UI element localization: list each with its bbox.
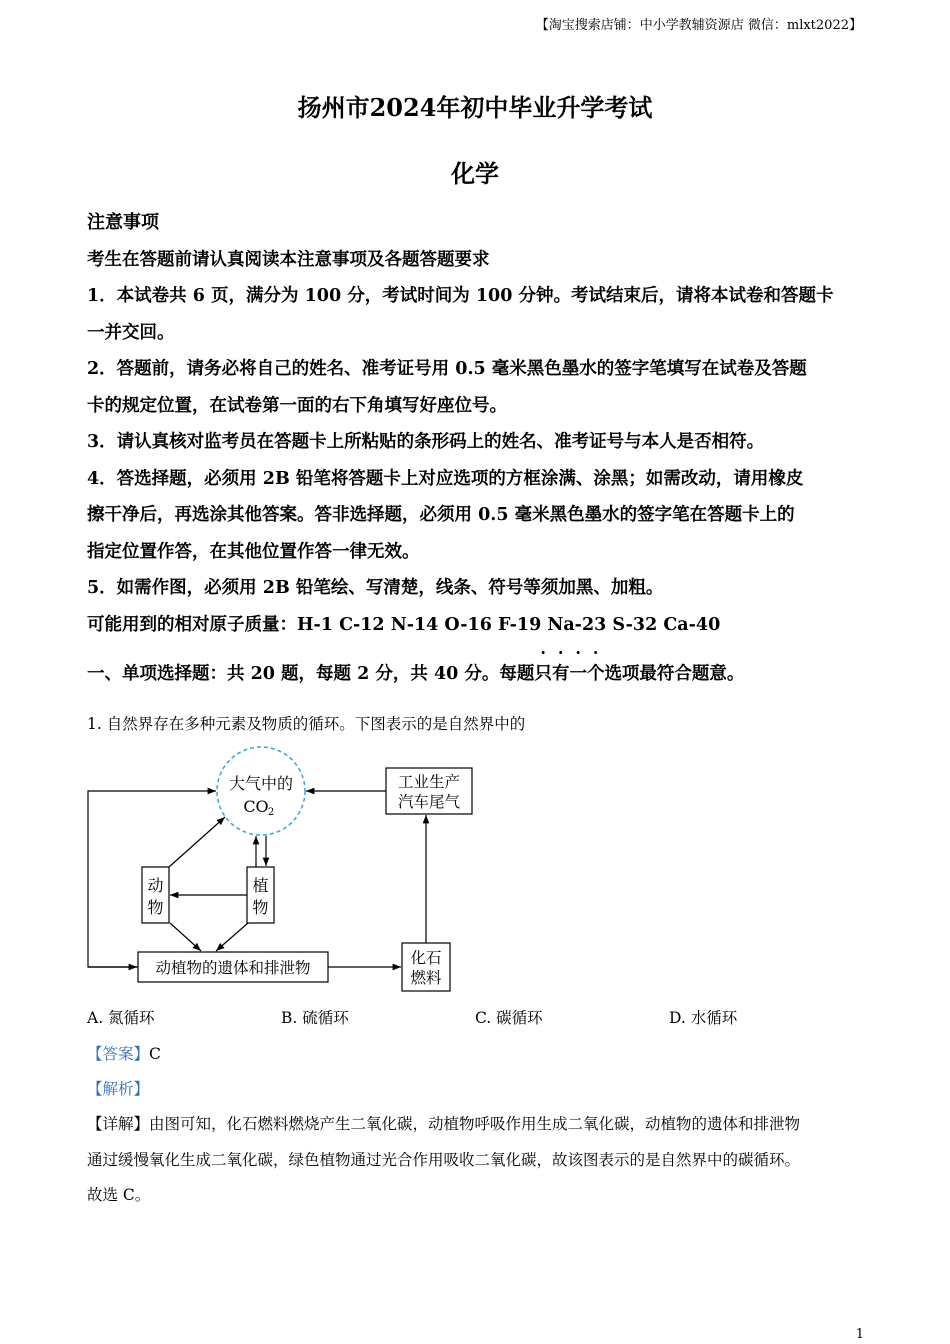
detail-label: 【详解】	[87, 1115, 150, 1133]
detail-line: 【详解】由图可知，化石燃料燃烧产生二氧化碳，动植物呼吸作用生成二氧化碳，动植物的遗体和排泄物	[87, 1115, 801, 1133]
detail-line: 故选 C。	[87, 1186, 151, 1204]
plant-label-2: 物	[252, 898, 269, 917]
animal-label-1: 动	[147, 876, 164, 895]
detail-line: 通过缓慢氧化生成二氧化碳，绿色植物通过光合作用吸收二氧化碳，故该图表示的是自然界中的碳循环。	[87, 1151, 801, 1169]
notes-intro: 考生在答题前请认真阅读本注意事项及各题答题要求	[87, 250, 490, 270]
arrow-animal-to-remains	[170, 923, 201, 951]
header-note: 【淘宝搜索店铺：中小学教辅资源店 微信：mlxt2022】	[535, 18, 862, 33]
atomic-masses: 可能用到的相对原子质量：H-1 C-12 N-14 O-16 F-19 Na-23 S-32 Ca-40	[87, 615, 721, 635]
animal-label-2: 物	[147, 898, 164, 917]
carbon-cycle-diagram	[80, 740, 500, 1002]
option-d[interactable]: D. 水循环	[669, 1009, 738, 1027]
industry-label-1: 工业生产	[397, 773, 461, 791]
answer-line	[87, 1042, 867, 1064]
notes-heading: 注意事项	[87, 212, 159, 233]
answer-value: C	[149, 1045, 161, 1063]
notes-item: 擦干净后，再选涂其他答案。答非选择题，必须用 0.5 毫米黑色墨水的签字笔在答题卡上的	[87, 505, 795, 525]
notes-item: 3．请认真核对监考员在答题卡上所粘贴的条形码上的姓名、准考证号与本人是否相符。	[87, 432, 765, 452]
question-stem: 1. 自然界存在多种元素及物质的循环。下图表示的是自然界中的	[87, 715, 526, 733]
arrow-plant-to-remains	[216, 923, 248, 951]
analysis-label: 【解析】	[87, 1080, 150, 1098]
industry-label-2: 汽车尾气	[397, 793, 461, 811]
notes-item: 2．答题前，请务必将自己的姓名、准考证号用 0.5 毫米黑色墨水的签字笔填写在试卷及答题	[87, 359, 807, 379]
atmosphere-label: 大气中的	[228, 774, 294, 793]
option-a[interactable]: A. 氮循环	[87, 1009, 155, 1027]
option-b[interactable]: B. 硫循环	[281, 1009, 349, 1027]
section-text-after: 选项最符合题意。	[604, 664, 745, 684]
answer-label: 【答案】	[87, 1045, 150, 1063]
section-heading	[87, 660, 867, 685]
section-emphasis: 只有一个	[534, 664, 605, 684]
notes-item: 指定位置作答，在其他位置作答一律无效。	[87, 542, 420, 562]
fossil-label-2: 燃料	[410, 969, 442, 987]
notes-item: 1．本试卷共 6 页，满分为 100 分，考试时间为 100 分钟。考试结束后，请将本试卷和答题卡	[87, 286, 834, 306]
atmosphere-co2: CO	[243, 797, 269, 816]
notes-item: 4．答选择题，必须用 2B 铅笔将答题卡上对应选项的方框涂满、涂黑；如需改动，请用橡皮	[87, 469, 804, 489]
notes-item: 卡的规定位置，在试卷第一面的右下角填写好座位号。	[87, 396, 507, 416]
notes-item: 一并交回。	[87, 323, 175, 343]
fossil-label-1: 化石	[410, 949, 442, 967]
notes-item: 5．如需作图，必须用 2B 铅笔绘、写清楚，线条、符号等须加黑、加粗。	[87, 578, 664, 598]
page-number: 1	[855, 1327, 864, 1342]
arrow-animal-to-atmosphere	[169, 817, 225, 867]
option-c[interactable]: C. 碳循环	[475, 1009, 543, 1027]
section-text-before: 一、单项选择题：共 20 题，每题 2 分，共 40 分。每题	[87, 664, 535, 684]
plant-label-1: 植	[252, 876, 269, 895]
remains-label: 动植物的遗体和排泄物	[155, 959, 311, 977]
atmosphere-co2-subscript: 2	[267, 807, 275, 818]
exam-title: 扬州市2024年初中毕业升学考试	[297, 93, 653, 122]
subject-title: 化学	[451, 159, 499, 188]
